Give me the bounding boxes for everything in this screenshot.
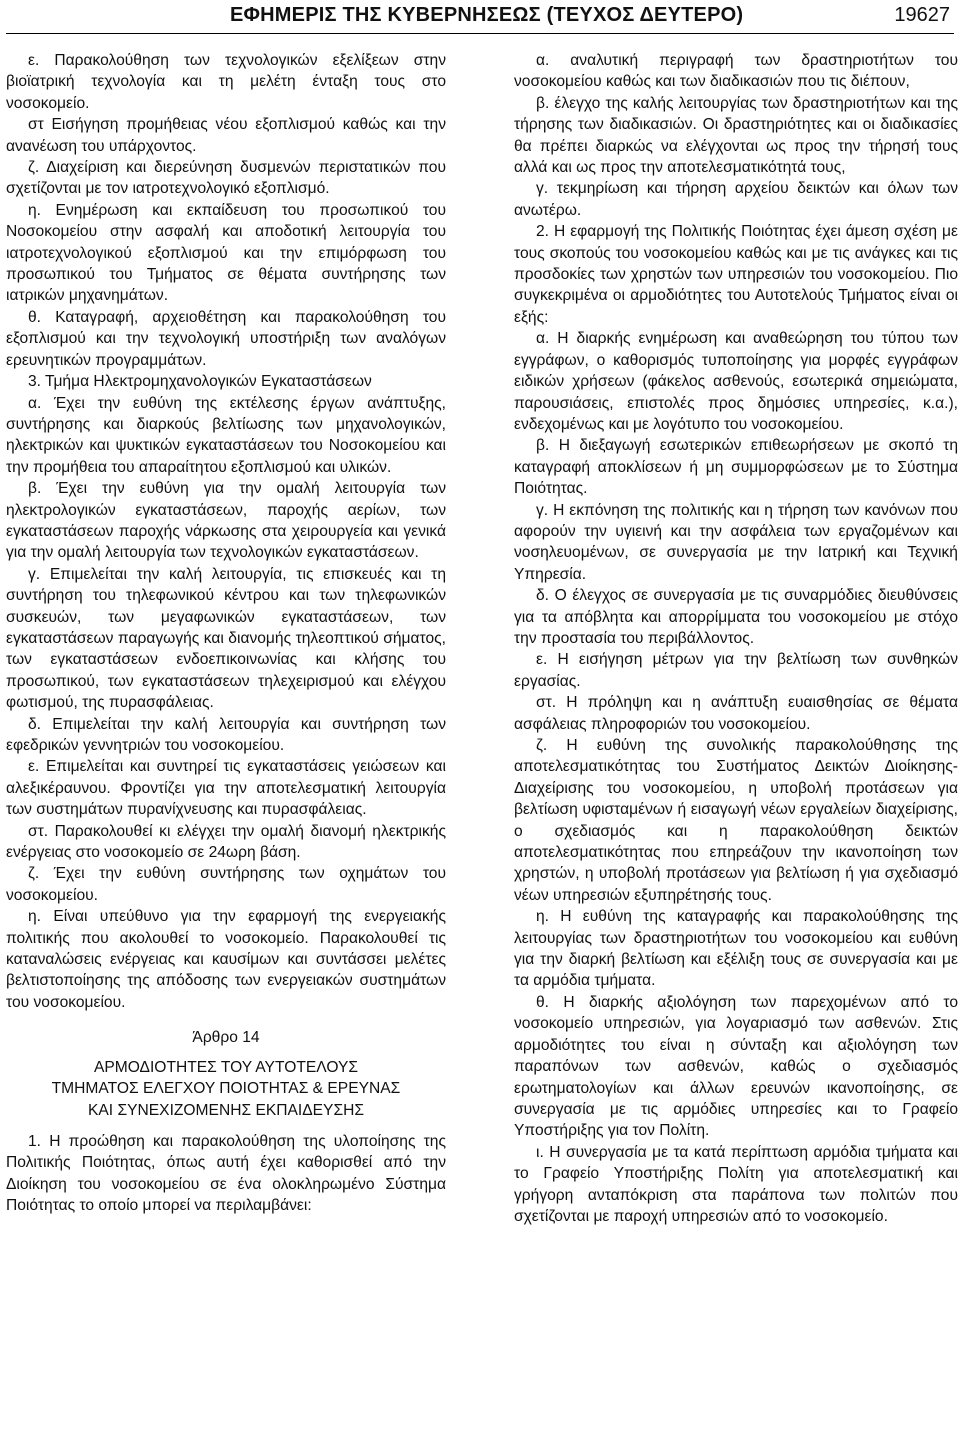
paragraph: γ. Επιμελείται την καλή λειτουργία, τις επισκευές και τη συντήρηση του τηλεφωνικού κέντρου και των τηλεφωνικών συσκευών, των μεγαφωνικών εγκαταστάσεων, των εγκαταστάσεων παραγωγής και διανομής τηλεοπτικού σήματος, των εγκαταστάσεων ενδοεπικοινωνίας και κλήσης του προσωπικού, των εγκαταστάσεων τηλεχειρισμού και ελέγχου φωτισμού, της πυρασφάλειας. bbox=[6, 565, 446, 712]
article-title-line: ΚΑΙ ΣΥΝΕΧΙΖΟΜΕΝΗΣ ΕΚΠΑΙΔΕΥΣΗΣ bbox=[88, 1101, 364, 1119]
paragraph: γ. Η εκπόνηση της πολιτικής και η τήρηση των κανόνων που αφορούν την υγιεινή και την ασφάλεια των εργαζομένων και νοσηλευομένων, σε συνεργασία με την Ιατρική και Τεχνική Υπηρεσία. bbox=[514, 501, 958, 583]
left-column bbox=[6, 50, 446, 1217]
section-heading: 3. Τμήμα Ηλεκτρομηχανολογικών Εγκαταστάσεων bbox=[28, 373, 372, 391]
paragraph: δ. Ο έλεγχος σε συνεργασία με τις συναρμόδιες διευθύνσεις για τα απόβλητα και απορρίμματα του νοσοκομείου με στόχο την προστασία του περιβάλλοντος. bbox=[514, 587, 958, 647]
paragraph: ι. Η συνεργασία με τα κατά περίπτωση αρμόδια τμήματα και το Γραφείο Υποστήριξης Πολίτη για αποτελεσματική και γρήγορη ανταπόκριση στα παράπονα των πολιτών που σχετίζονται με παροχή υπηρεσιών από το νοσοκομείο. bbox=[514, 1143, 958, 1225]
paragraph: 2. Η εφαρμογή της Πολιτικής Ποιότητας έχει άμεση σχέση με τους σκοπούς του νοσοκομείου καθώς και με τις ανάγκες και τις προσδοκίες των χρηστών των υπηρεσιών του νοσοκομείου. Πιο συγκεκριμένα οι αρμοδιότητες του Αυτοτελούς Τμήματος είναι οι εξής: bbox=[514, 223, 958, 326]
page-number: 19627 bbox=[894, 4, 950, 26]
paragraph: ε. Η εισήγηση μέτρων για την βελτίωση των συνθηκών εργασίας. bbox=[514, 651, 958, 690]
paragraph: γ. τεκμηρίωση και τήρηση αρχείου δεικτών και όλων των ανωτέρω. bbox=[514, 180, 958, 219]
paragraph: θ. Καταγραφή, αρχειοθέτηση και παρακολούθηση του εξοπλισμού και την τεχνολογική υποστήριξη των αναλόγων ερευνητικών προγραμμάτων. bbox=[6, 308, 446, 369]
paragraph: ζ. Η ευθύνη της συνολικής παρακολούθησης της αποτελεσματικότητας του Συστήματος Δεικτών Διοίκησης-Διαχείρισης του νοσοκομείου, η υποβολή προτάσεων για βελτίωση υφισταμένων ή εισαγωγή νέων εργαλείων διαχείρισης, ο σχεδιασμός και η παρακολούθηση δεικτών αποτελεσματικότητας που επηρεάζουν την ικανοποίηση των χρηστών, η υποβολή προτάσεων για βελτίωση ή για σχεδιασμό νέων υπηρεσιών εξυπηρέτησής τους. bbox=[514, 737, 958, 904]
article-heading bbox=[6, 1013, 446, 1121]
paragraph: στ Εισήγηση προμήθειας νέου εξοπλισμού καθώς και την ανανέωση του υπάρχοντος. bbox=[6, 116, 446, 155]
paragraph: α. αναλυτική περιγραφή των δραστηριοτήτων του νοσοκομείου καθώς και των διαδικασιών που τις διέπουν, bbox=[514, 52, 958, 91]
paragraph: στ. Η πρόληψη και η ανάπτυξη ευαισθησίας σε θέματα ασφάλειας πληροφοριών του νοσοκομείου. bbox=[514, 694, 958, 733]
paragraph: α. Η διαρκής ενημέρωση και αναθεώρηση του τύπου των εγγράφων, ο καθορισμός τυποποίησης για μορφές εγγράφων ειδικών χρήσεων (φάκελος ασθενούς, εσωτερικά σημειώματα, παρουσιάσεις, επιστολές προς δημόσιες υπηρεσίες, κ.α.), ενδεχομένως και με λογότυπο του νοσοκομείου. bbox=[514, 330, 958, 433]
paragraph: α. Έχει την ευθύνη της εκτέλεσης έργων ανάπτυξης, συντήρησης και διαρκούς βελτίωσης των μηχανολογικών, ηλεκτρικών και ψυκτικών εγκαταστάσεων του Νοσοκομείου και την προμήθεια του απαραίτητου εξοπλισμού και υλικών. bbox=[6, 394, 446, 476]
paragraph: β. Έχει την ευθύνη για την ομαλή λειτουργία των ηλεκτρολογικών εγκαταστάσεων, παροχής αερίων, των εγκαταστάσεων παροχής νάρκωσης στα χειρουργεία και γενικά για την ομαλή λειτουργία των τεχνολογικών εγκαταστάσεων. bbox=[6, 480, 446, 562]
paragraph: η. Ενημέρωση και εκπαίδευση του προσωπικού του Νοσοκομείου στην ασφαλή και αποδοτική λειτουργία του ιατροτεχνολογικού εξοπλισμού και την επιμόρφωση του προσωπικού του Τμήματος σε θέματα συντήρησης των ιατρικών μηχανημάτων. bbox=[6, 201, 446, 305]
paragraph: η. Η ευθύνη της καταγραφής και παρακολούθησης της λειτουργίας των δραστηριοτήτων του νοσοκομείου και ευθύνη για την διαρκή βελτίωση και εξέλιξη τους σε συνεργασία και με τα αρμόδια τμήματα. bbox=[514, 908, 958, 990]
paragraph: ζ. Διαχείριση και διερεύνηση δυσμενών περιστατικών που σχετίζονται με τον ιατροτεχνολογικό εξοπλισμό. bbox=[6, 159, 446, 198]
paragraph: 1. Η προώθηση και παρακολούθηση της υλοποίησης της Πολιτικής Ποιότητας, όπως αυτή έχει καθορισθεί από την Διοίκηση του νοσοκομείου σε ένα ολοκληρωμένο Σύστημα Ποιότητας το οποίο μπορεί να περιλαμβάνει: bbox=[6, 1132, 446, 1215]
paragraph: η. Είναι υπεύθυνο για την εφαρμογή της ενεργειακής πολιτικής που ακολουθεί το νοσοκομείο. Παρακολουθεί τις καταναλώσεις ενέργειας και καυσίμων και συντάσσει μελέτες βελτιστοποίησης της απόδοσης των ενεργειακών συστημάτων του νοσοκομείου. bbox=[6, 908, 446, 1011]
header-rule bbox=[6, 33, 954, 34]
paragraph: ε. Παρακολούθηση των τεχνολογικών εξελίξεων στην βιοϊατρική τεχνολογία και τη μελέτη ένταξη τους στο νοσοκομείο. bbox=[6, 52, 446, 112]
article-title-line: ΤΜΗΜΑΤΟΣ ΕΛΕΓΧΟΥ ΠΟΙΟΤΗΤΑΣ & ΕΡΕΥΝΑΣ bbox=[51, 1080, 401, 1098]
paragraph: ε. Επιμελείται και συντηρεί τις εγκαταστάσεις γειώσεων και αλεξικέραυνου. Φροντίζει για την αποτελεσματική λειτουργία των συστημάτων πυρανίχνευσης και πυρασφάλειας. bbox=[6, 758, 446, 819]
page-header bbox=[0, 0, 960, 36]
paragraph: ζ. Έχει την ευθύνη συντήρησης των οχημάτων του νοσοκομείου. bbox=[6, 865, 446, 904]
right-column bbox=[514, 50, 958, 1227]
article-number: Άρθρο 14 bbox=[192, 1029, 260, 1047]
paragraph: β. Η διεξαγωγή εσωτερικών επιθεωρήσεων με σκοπό τη καταγραφή αποκλίσεων ή μη συμμορφώσεων με το Σύστημα Ποιότητας. bbox=[514, 437, 958, 498]
paragraph: δ. Επιμελείται την καλή λειτουργία και συντήρηση των εφεδρικών γεννητριών του νοσοκομείου. bbox=[6, 715, 446, 754]
paragraph: στ. Παρακολουθεί κι ελέγχει την ομαλή διανομή ηλεκτρικής ενέργειας στο νοσοκομείο σε 24ωρη βάση. bbox=[6, 822, 446, 862]
article-title-line: ΑΡΜΟΔΙΟΤΗΤΕΣ ΤΟΥ ΑΥΤΟΤΕΛΟΥΣ bbox=[93, 1058, 359, 1076]
gazette-title: ΕΦΗΜΕΡΙΣ ΤΗΣ ΚΥΒΕΡΝΗΣΕΩΣ (ΤΕΥΧΟΣ ΔΕΥΤΕΡΟ) bbox=[230, 4, 744, 26]
paragraph: θ. Η διαρκής αξιολόγηση των παρεχομένων από το νοσοκομείο υπηρεσιών, για λογαριασμό των ασθενών. Στις αρμοδιότητες του είναι η σύνταξη και αξιολόγηση των παραπόνων των ασθενών, καθώς ο σχεδιασμός ερωτηματολογίων και άλλων ερευνών ικανοποίησης, σε συνεργασία με τις αρμόδιες υπηρεσίες και το Γραφείο Υποστήριξης για τον Πολίτη. bbox=[514, 993, 958, 1140]
paragraph: β. έλεγχο της καλής λειτουργίας των δραστηριοτήτων και της τήρησης των διαδικασιών. Οι δραστηριότητες και οι διαδικασίες θα πρέπει διαρκώς να ελέγχονται ως προς την τήρησή τους αλλά και ως προς την αποτελεσματικότητά τους, bbox=[514, 94, 958, 177]
